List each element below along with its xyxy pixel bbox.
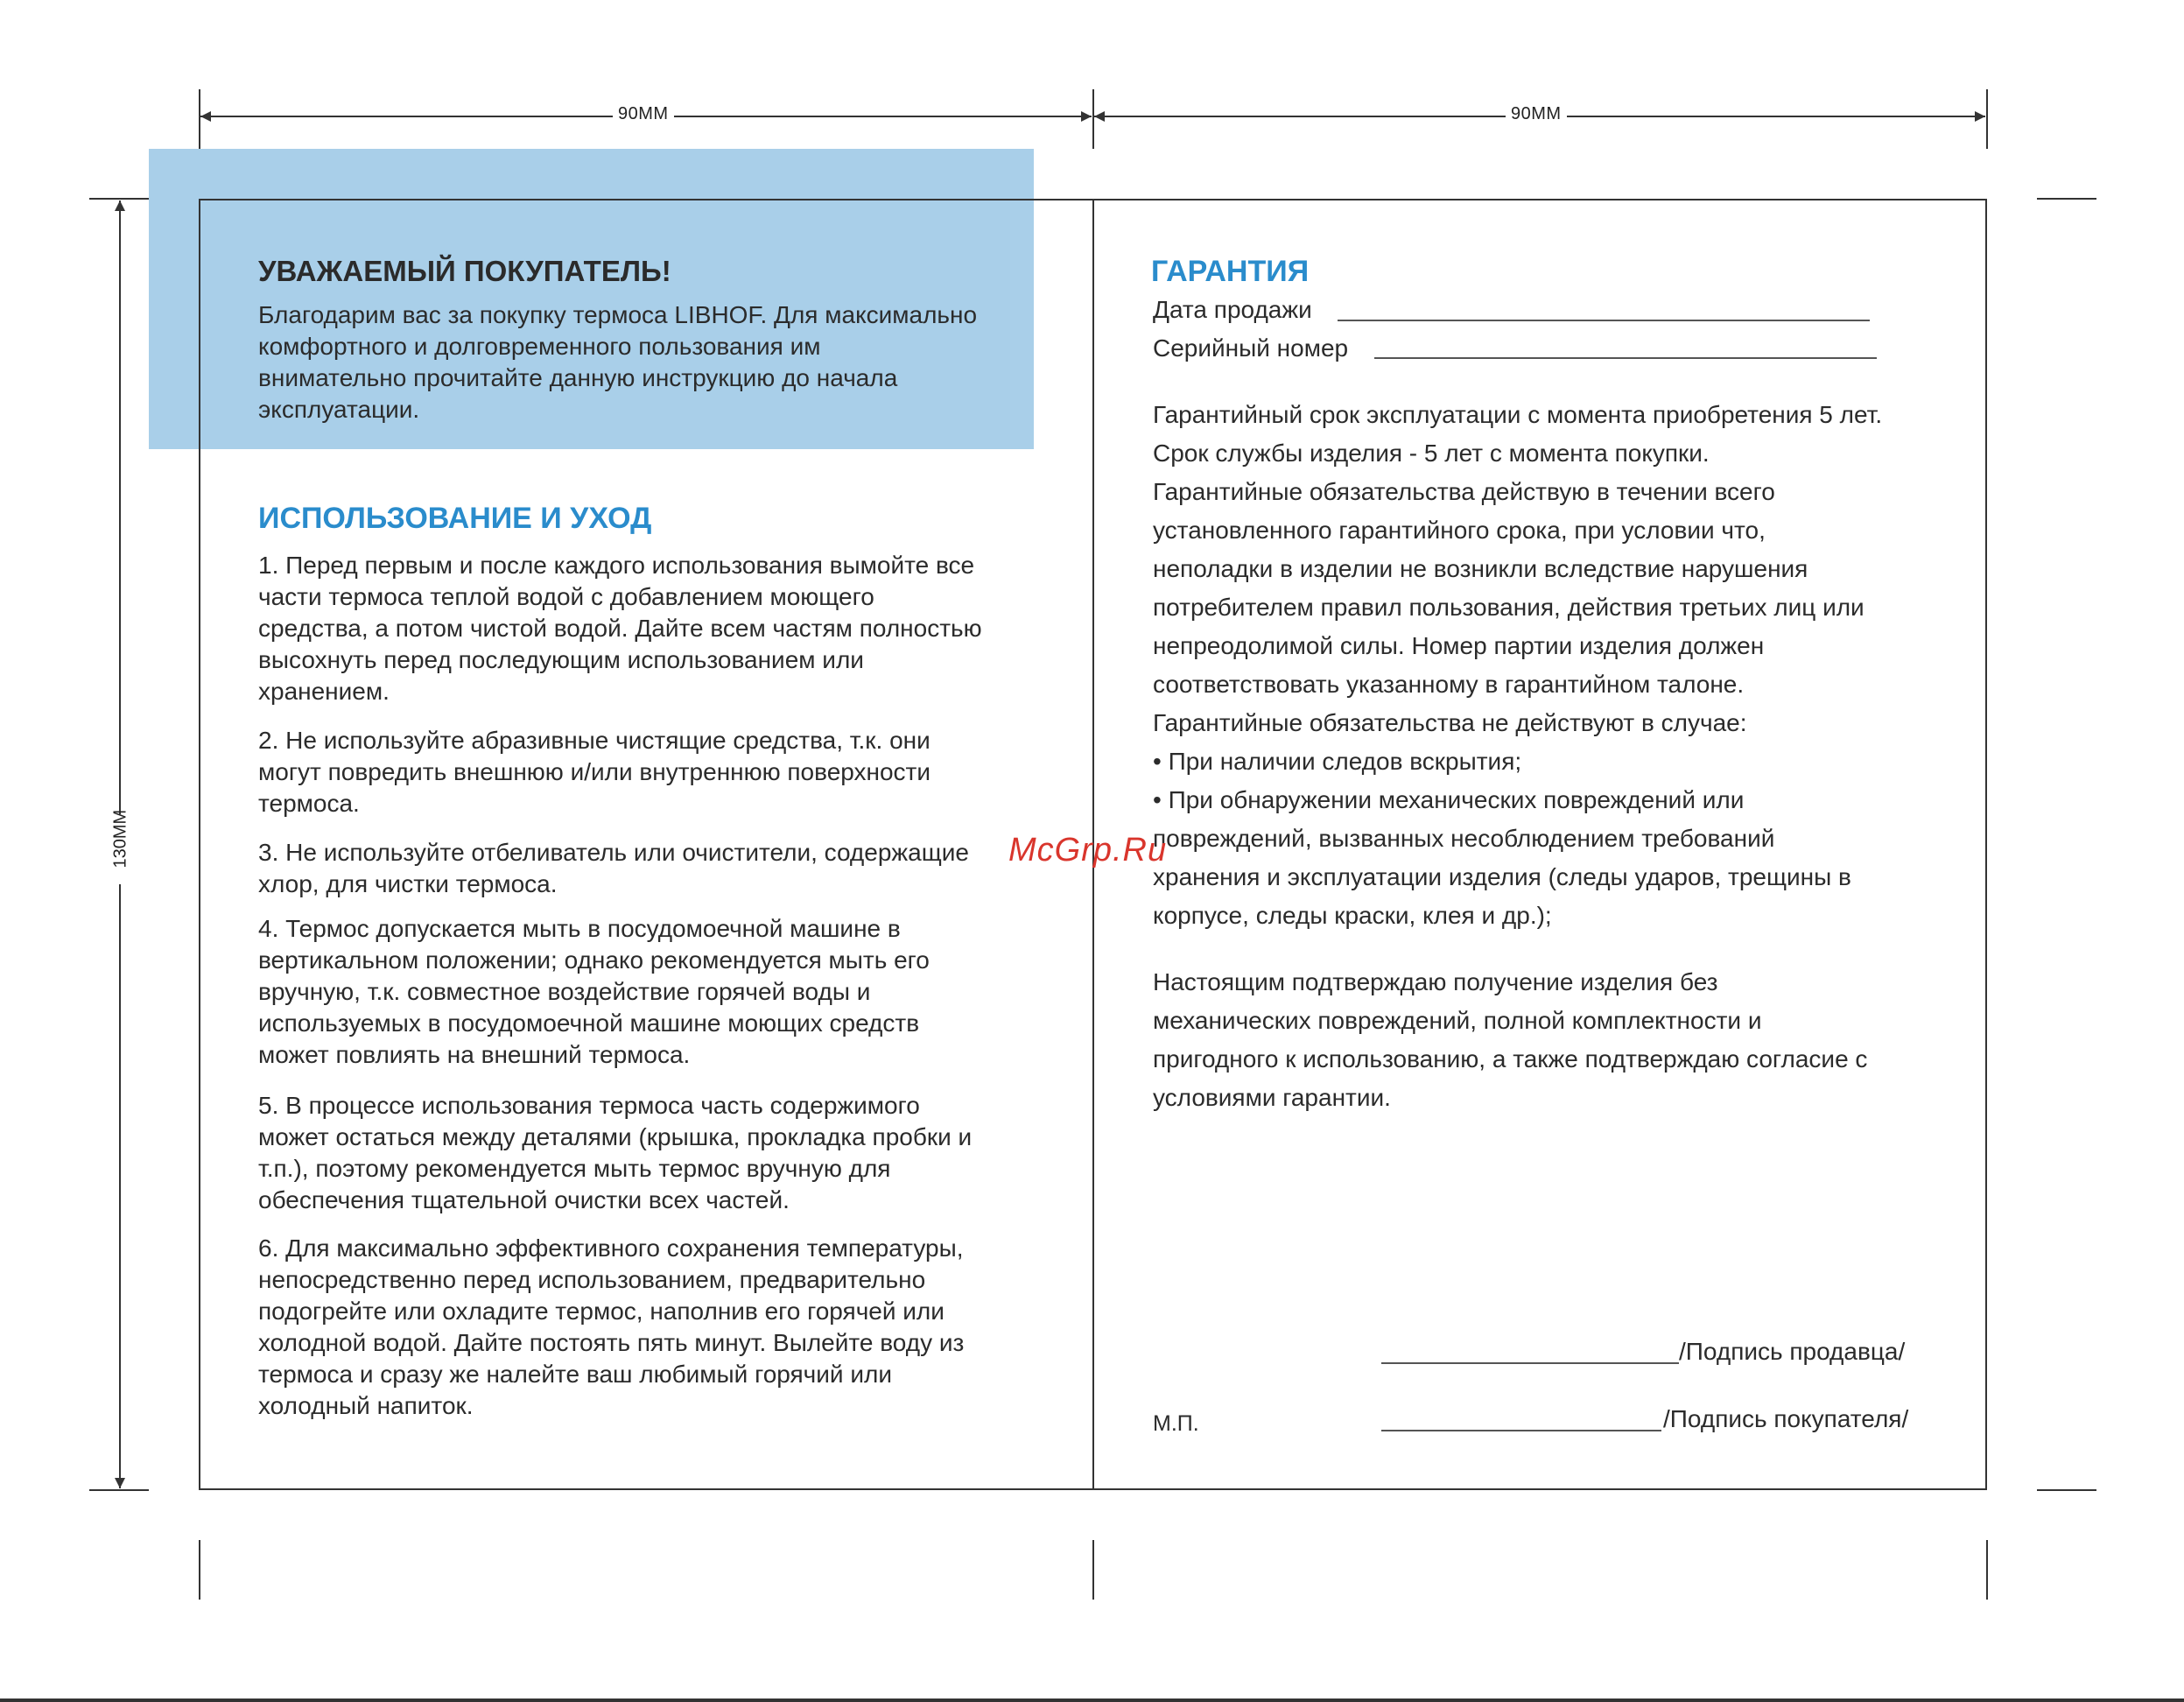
text-line: может повлиять на внешний термоса. <box>258 1041 691 1068</box>
usage-item-4 <box>258 913 1046 1071</box>
text-line: непосредственно перед использованием, предварительно <box>258 1266 926 1293</box>
text-line: может остаться между деталями (крышка, прокладка пробки и <box>258 1123 973 1150</box>
crop-mark <box>1092 1540 1094 1600</box>
text-line: могут повредить внешнюю и/или внутреннюю поверхности <box>258 758 931 785</box>
crop-mark <box>89 198 149 200</box>
crop-mark <box>199 1540 200 1600</box>
serial-number-field[interactable] <box>1374 357 1877 359</box>
text-line: высохнуть перед последующим использованием или <box>258 646 864 673</box>
arrow-right-icon <box>1975 111 1985 122</box>
text-line: условиями гарантии. <box>1153 1084 1391 1111</box>
dimension-label-left: 90MM <box>613 104 674 124</box>
text-line: термоса. <box>258 790 360 817</box>
watermark: McGrp.Ru <box>1008 832 1168 869</box>
crop-mark <box>89 1489 149 1491</box>
text-line: вручную, т.к. совместное воздействие горячей воды и <box>258 978 871 1005</box>
text-line: 3. Не используйте отбеливатель или очистители, содержащие <box>258 839 969 866</box>
text-line: термоса и сразу же налейте ваш любимый горячий или <box>258 1361 892 1388</box>
text-line: 1. Перед первым и после каждого использования вымойте все <box>258 552 975 579</box>
text-line: вертикальном положении; однако рекомендуется мыть его <box>258 946 930 974</box>
text-line: Гарантийные обязательства действую в течении всего <box>1153 478 1775 505</box>
text-line: холодной водой. Дайте постоять пять минут. Вылейте воду из <box>258 1329 965 1356</box>
dimension-label-right: 90MM <box>1506 104 1567 124</box>
text-line: Настоящим подтверждаю получение изделия без <box>1153 968 1718 995</box>
arrow-right-icon <box>1081 111 1092 122</box>
crop-mark <box>1986 1540 1988 1600</box>
text-line: т.п.), поэтому рекомендуется мыть термос вручную для <box>258 1155 891 1182</box>
text-line: непреодолимой силы. Номер партии изделия должен <box>1153 632 1765 659</box>
text-line: используемых в посудомоечной машине моющих средств <box>258 1009 920 1037</box>
text-line: 4. Термос допускается мыть в посудомоечной машине в <box>258 915 901 942</box>
usage-item-2 <box>258 725 1046 819</box>
text-line: части термоса теплой водой с добавлением моющего <box>258 583 874 610</box>
seller-signature-field[interactable] <box>1381 1362 1679 1364</box>
text-line: хранения и эксплуатации изделия (следы ударов, трещины в <box>1153 863 1851 890</box>
text-line: хранением. <box>258 678 390 705</box>
seller-signature-label: /Подпись продавца/ <box>1679 1338 1906 1365</box>
text-line: внимательно прочитайте данную инструкцию до начала <box>258 364 898 391</box>
arrow-down-icon <box>115 1478 125 1488</box>
arrow-up-icon <box>115 200 125 211</box>
text-line: соответствовать указанному в гарантийном талоне. <box>1153 671 1745 698</box>
greeting-text <box>258 299 1046 426</box>
usage-item-5 <box>258 1090 1046 1216</box>
stamp-label: М.П. <box>1153 1411 1199 1436</box>
dimension-tick <box>1986 89 1988 149</box>
text-line: Срок службы изделия - 5 лет с момента покупки. <box>1153 440 1710 467</box>
usage-item-1 <box>258 550 1046 707</box>
arrow-left-icon <box>200 111 211 122</box>
buyer-signature-field[interactable] <box>1381 1430 1661 1431</box>
text-line: холодный напиток. <box>258 1392 474 1419</box>
crop-mark <box>2037 198 2096 200</box>
dimension-label-vertical: 130MM <box>110 809 130 869</box>
text-line: 5. В процессе использования термоса часть содержимого <box>258 1092 920 1119</box>
text-line: потребителем правил пользования, действия третьих лиц или <box>1153 594 1864 621</box>
text-line: механических повреждений, полной комплектности и <box>1153 1007 1762 1034</box>
text-line: Благодарим вас за покупку термоса LIBHOF. Для максимально <box>258 301 978 328</box>
text-line: комфортного и долговременного пользования им <box>258 333 821 360</box>
sale-date-field[interactable] <box>1338 320 1870 321</box>
text-line: • При обнаружении механических повреждений или <box>1153 786 1745 813</box>
usage-title: ИСПОЛЬЗОВАНИЕ И УХОД <box>258 502 652 535</box>
text-line: 2. Не используйте абразивные чистящие средства, т.к. они <box>258 727 930 754</box>
warranty-terms <box>1153 396 1976 935</box>
sale-date-label: Дата продажи <box>1153 296 1312 323</box>
text-line: повреждений, вызванных несоблюдением требований <box>1153 825 1775 852</box>
confirmation-text <box>1153 963 1976 1117</box>
text-line: корпусе, следы краски, клея и др.); <box>1153 902 1552 929</box>
arrow-left-icon <box>1094 111 1105 122</box>
text-line: обеспечения тщательной очистки всех частей. <box>258 1186 790 1213</box>
buyer-signature-label: /Подпись покупателя/ <box>1663 1405 1909 1432</box>
usage-item-6 <box>258 1233 1046 1422</box>
text-line: хлор, для чистки термоса. <box>258 870 558 897</box>
usage-item-3 <box>258 837 1046 900</box>
crop-mark <box>2037 1489 2096 1491</box>
text-line: • При наличии следов вскрытия; <box>1153 748 1522 775</box>
text-line: 6. Для максимально эффективного сохранения температуры, <box>258 1234 964 1262</box>
text-line: Гарантийные обязательства не действуют в случае: <box>1153 709 1747 736</box>
text-line: подогрейте или охладите термос, наполнив его горячей или <box>258 1298 945 1325</box>
text-line: установленного гарантийного срока, при условии что, <box>1153 517 1766 544</box>
greeting-title: УВАЖАЕМЫЙ ПОКУПАТЕЛЬ! <box>258 255 671 287</box>
text-line: пригодного к использованию, а также подтверждаю согласие с <box>1153 1045 1868 1073</box>
warranty-title: ГАРАНТИЯ <box>1151 255 1310 288</box>
bottom-edge <box>0 1698 2184 1702</box>
text-line: средства, а потом чистой водой. Дайте всем частям полностью <box>258 615 982 642</box>
text-line: неполадки в изделии не возникли вследствие нарушения <box>1153 555 1808 582</box>
text-line: эксплуатации. <box>258 396 420 423</box>
serial-number-label: Серийный номер <box>1153 334 1349 362</box>
text-line: Гарантийный срок эксплуатации с момента приобретения 5 лет. <box>1153 401 1883 428</box>
